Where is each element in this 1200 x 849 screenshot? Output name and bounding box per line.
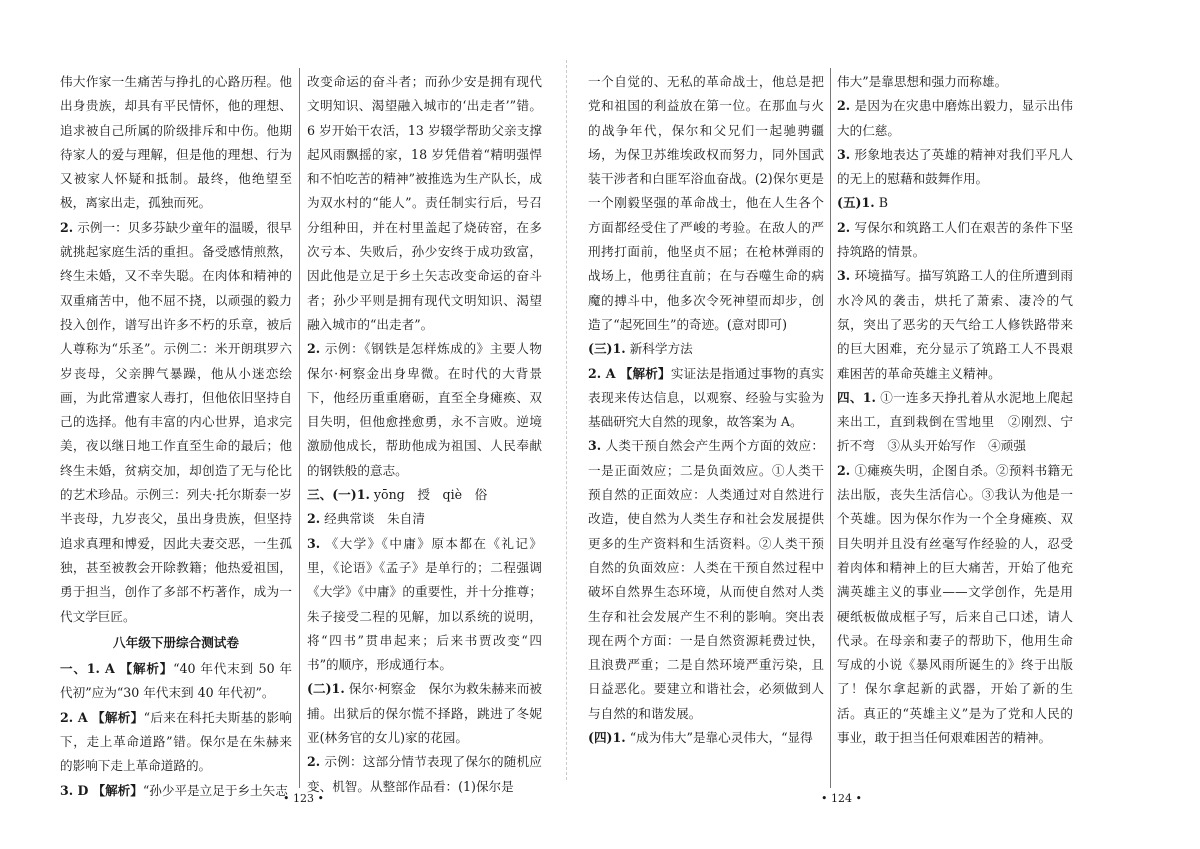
answer-item xyxy=(60,657,292,706)
answer-text: 形象地表达了英雄的精神对我们平凡人的无上的慰藉和鼓舞作用。 xyxy=(837,146,1074,187)
answer-text: 人类干预自然会产生两个方面的效应：一是正面效应；二是负面效应。①人类干预自然的正面效应：人类通过对自然进行改造，使自然为人类生存和社会发展提供更多的生产资料和生活资料。②人类干预自然的负面效应：人类在干预自然过程中破坏自然界生态环境，从而使自然对人类生存和社会发展产生不利的影响。突出表现在两个方面：一是自然资源耗费过快，且浪费严重；二是自然环境严重污染，且日益恶化。要建立和谐社会，必须做到人与自然的和谐发展。 xyxy=(588,438,825,721)
answer-item xyxy=(307,70,542,337)
section-title: 八年级下册综合测试卷 xyxy=(113,634,239,650)
answer-text: 一个自觉的、无私的革命战士，他总是把党和祖国的利益放在第一位。在那血与火的战争年代，保尔和父兄们一起驰骋疆场，为保卫苏维埃政权而努力，同外国武装干涉者和白匪军浴血奋战。(2)保尔更是一个刚毅坚强的革命战士，他在人生各个方面都经受住了严峻的考验。在敌人的严刑拷打面前，他坚贞不屈；在枪林弹雨的战场上，他勇往直前；在与吞噬生命的病魔的搏斗中，他多次令死神望而却步，创造了“起死回生”的奇迹。(意对即可) xyxy=(588,74,824,332)
page-number-right: • 124 • xyxy=(821,792,862,805)
answer-item xyxy=(837,143,1073,192)
answer-item xyxy=(60,779,292,803)
column-3 xyxy=(588,70,824,750)
answer-number: 3. xyxy=(837,146,851,162)
answer-item xyxy=(307,507,542,531)
answer-item xyxy=(307,750,542,799)
page-fold xyxy=(566,60,567,780)
answer-text: “孙少平是立足于乡土矢志 xyxy=(142,782,288,798)
answer-text: 伟大”是靠思想和强力而称雄。 xyxy=(837,74,1008,89)
analysis-tag: 【解析】 xyxy=(91,709,144,725)
answer-number: (五)1. xyxy=(837,195,875,211)
answer-number: 2. xyxy=(307,754,321,770)
answer-text: 是因为在灾患中磨炼出毅力，显示出伟大的仁慈。 xyxy=(837,98,1074,138)
column-1 xyxy=(60,70,292,803)
analysis-tag: 【解析】 xyxy=(92,782,143,798)
answer-item xyxy=(588,362,824,435)
answer-item xyxy=(307,337,542,483)
answer-text: ①一连多天挣扎着从水泥地上爬起来出工，直到栽倒在雪地里 ②刚烈、宁折不弯 ③从头开始写作 ④顽强 xyxy=(837,389,1074,454)
answer-text: “后来在科托夫斯基的影响下，走上革命道路”错。保尔是在朱赫来的影响下走上革命道路的。 xyxy=(60,709,292,774)
analysis-tag: 【解析】 xyxy=(619,365,671,381)
answer-item xyxy=(837,216,1073,265)
answer-number: 2. A xyxy=(60,709,88,725)
answer-item xyxy=(588,70,824,337)
answer-text: 写保尔和筑路工人们在艰苦的条件下坚持筑路的情景。 xyxy=(837,219,1074,260)
answer-item xyxy=(307,677,542,750)
answer-text: 实证法是指通过事物的真实表现来传达信息，以观察、经验与实验为基础研究大自然的现象，故答案为 A。 xyxy=(588,365,825,430)
answer-item xyxy=(837,386,1073,459)
answer-number: 2. xyxy=(60,219,74,235)
answer-item xyxy=(60,216,292,629)
answer-text: 新科学方法 xyxy=(629,341,693,357)
column-4 xyxy=(837,70,1073,750)
answer-item xyxy=(588,434,824,726)
answer-text: 示例一：贝多芬缺少童年的温暖，很早就挑起家庭生活的重担。备受感情煎熬，终生未婚，又不幸失聪。在肉体和精神的双重痛苦中，他不屈不挠，以顽强的毅力投入创作，谱写出许多不朽的乐章，被后人尊称为“乐圣”。示例二：米开朗琪罗六岁丧母，父亲脾气暴躁，他从小迷恋绘画，为此常遭家人毒打，但他依旧坚持自己的选择。他有丰富的内心世界，追求完美，夜以继日地工作直至生命的最后；他终生未婚，贫病交加，却创造了无与伦比的艺术珍品。示例三：列夫·托尔斯泰一岁半丧母，九岁丧父，虽出身贵族，但坚持追求真理和博爱，因此夫妻交恶，一生孤独，甚至被教会开除教籍；他热爱祖国，勇于担当，创作了多部不朽著作，成为一代文学巨匠。 xyxy=(60,219,292,624)
answer-number: 2. xyxy=(837,462,851,478)
answer-number: 2. xyxy=(837,219,851,235)
answer-number: 3. xyxy=(588,438,602,454)
answer-text: yōng 授 qiè 俗 xyxy=(373,487,488,503)
answer-text: 示例：《钢铁是怎样炼成的》主要人物保尔·柯察金出身卑微。在时代的大背景下，他经历重重磨砺，直至全身瘫痪、双目失明，但他愈挫愈勇，永不言败。逆境激励他成长，帮助他成为祖国、人民奉献的钢铁般的意志。 xyxy=(307,341,542,478)
answer-number: 2. xyxy=(307,511,321,527)
answer-number: (三)1. xyxy=(588,341,626,357)
answer-item xyxy=(837,459,1073,751)
answer-item xyxy=(837,264,1073,385)
answer-text: ①瘫痪失明，企图自杀。②预料书籍无法出版，丧失生活信心。③我认为他是一个英雄。因为保尔作为一个全身瘫痪、双目失明并且没有丝毫写作经验的人，忍受着肉体和精神上的巨大痛苦，开始了他充满英雄主义的事业——文学创作，先是用硬纸板做成框子写，后来自己口述，请人代录。在母亲和妻子的帮助下，他用生命写成的小说《暴风雨所诞生的》终于出版了！保尔拿起新的武器，开始了新的生活。真正的“英雄主义”是为了党和人民的事业，敢于担当任何艰难困苦的精神。 xyxy=(837,462,1074,746)
answer-number: (四)1. xyxy=(588,730,626,746)
answer-text: 示例：这部分情节表现了保尔的随机应变、机智。从整部作品看：(1)保尔是 xyxy=(307,754,542,794)
answer-number: (二)1. xyxy=(307,681,345,697)
analysis-tag: 【解析】 xyxy=(119,661,174,677)
answer-item xyxy=(60,70,292,216)
answer-item xyxy=(60,706,292,779)
answer-item xyxy=(837,70,1073,94)
answer-text: B xyxy=(878,195,888,211)
column-2 xyxy=(307,70,542,799)
answer-item xyxy=(588,726,824,750)
answer-text: 《大学》《中庸》原本都在《礼记》里，《论语》《孟子》是单行的；二程强调《大学》《中庸》的重要性，并十分推尊；朱子接受二程的见解，加以系统的说明，将“四书”贯串起来；后来书贾改变“四书”的顺序，形成通行本。 xyxy=(307,535,542,673)
answer-text: “成为伟大”是靠心灵伟大，“显得 xyxy=(629,730,813,746)
answer-item xyxy=(837,94,1073,143)
answer-number: 2. xyxy=(837,98,851,114)
answer-text: 经典常谈 朱自清 xyxy=(324,511,425,527)
answer-text: 环境描写。描写筑路工人的住所遭到雨水冷风的袭击，烘托了萧索、凄冷的气氛，突出了恶劣的天气给工人修铁路带来的巨大困难，充分显示了筑路工人不畏艰难困苦的革命英雄主义精神。 xyxy=(837,268,1074,381)
answer-number: 2. xyxy=(307,341,321,357)
answer-item xyxy=(307,483,542,507)
column-divider xyxy=(830,68,831,788)
answer-item xyxy=(588,337,824,361)
answer-item xyxy=(307,532,542,678)
answer-number: 3. xyxy=(307,535,321,551)
page-number-left: • 123 • xyxy=(283,792,324,805)
answer-number: 一、1. A xyxy=(60,661,115,677)
answer-number: 三、(一)1. xyxy=(307,487,370,503)
answer-text: “40 年代末到 50 年代初”应为“30 年代末到 40 年代初”。 xyxy=(60,661,292,701)
answer-number: 2. A xyxy=(588,365,616,381)
answer-item xyxy=(837,191,1073,215)
answer-text: 保尔·柯察金 保尔为救朱赫来而被捕。出狱后的保尔慌不择路，跳进了冬妮亚(林务官的女儿)家的花园。 xyxy=(307,681,542,746)
answer-text: 伟大作家一生痛苦与挣扎的心路历程。他出身贵族，却具有平民情怀，他的理想、追求被自己所属的阶级排斥和中伤。他期待家人的爱与理解，但是他的理想、行为又被家人怀疑和抵制。最终，他绝望至极，离家出走，孤独而死。 xyxy=(60,74,292,211)
answer-number: 3. D xyxy=(60,782,89,798)
answer-number: 3. xyxy=(837,268,851,284)
answer-text: 改变命运的奋斗者；而孙少安是拥有现代文明知识、渴望融入城市的‘出走者’”错。6 岁开始干农活，13 岁辍学帮助父亲支撑起风雨飘摇的家，18 岁凭借着“精明强悍和不怕吃苦的精神”被推选为生产队长，成为双水村的“能人”。责任制实行后，号召分组种田，并在村里盖起了烧砖窑，在多次亏本、失败后，孙少安终于成功致富，因此他是立足于乡土矢志改变命运的奋斗者；孙少平则是拥有现代文明知识、渴望融入城市的“出走者”。 xyxy=(307,74,542,332)
answer-number: 四、1. xyxy=(837,389,876,405)
column-divider xyxy=(299,68,300,788)
